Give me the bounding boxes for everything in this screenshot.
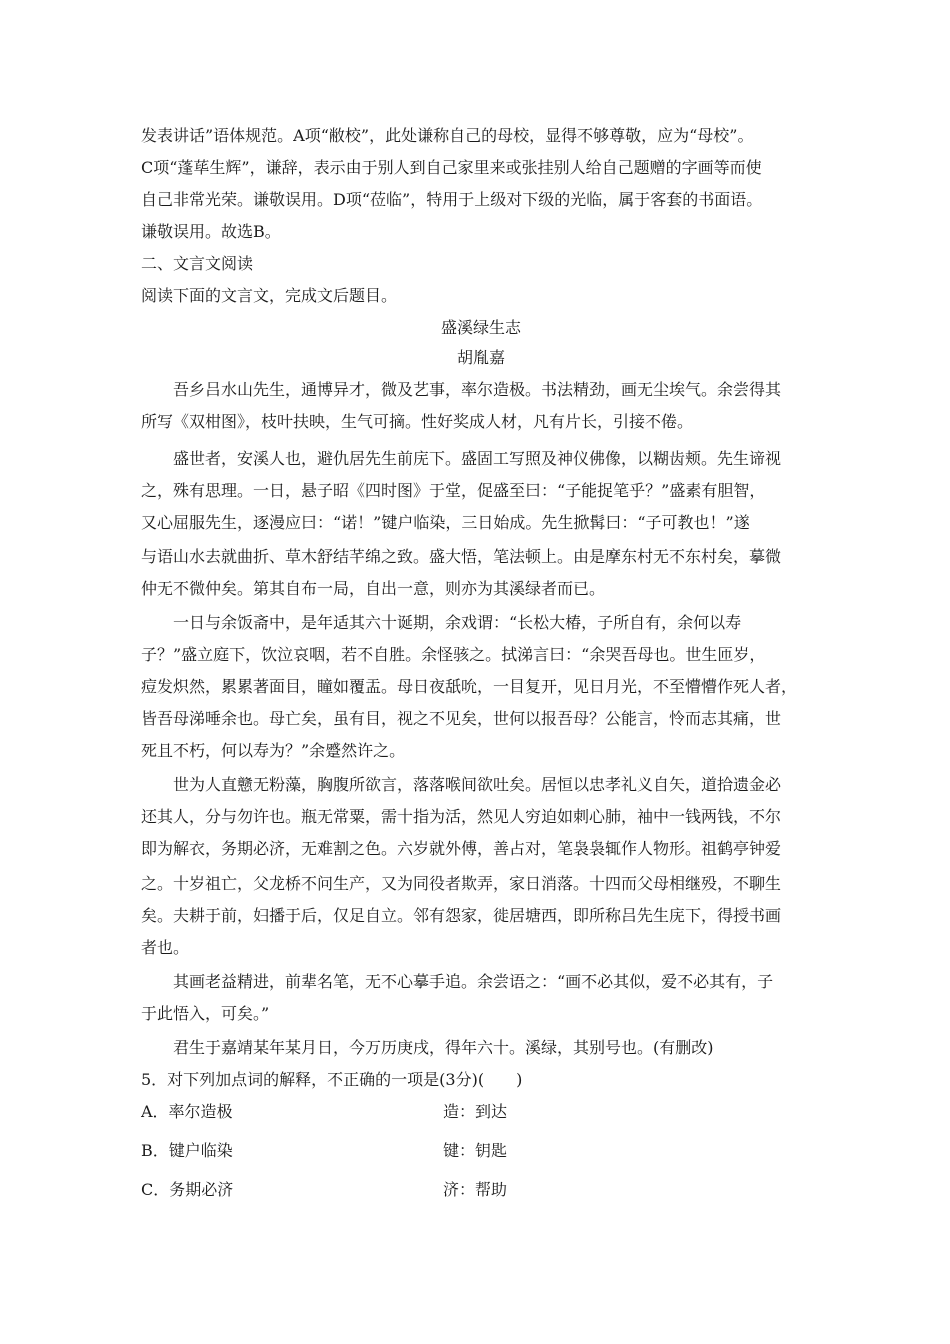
passage-line: 即为解衣，务期必济，无难割之色。六岁就外傅，善占对，笔袅袅辄作人物形。祖鹤亭钟爱: [141, 839, 782, 858]
passage-title: 盛溪绿生志: [440, 318, 521, 337]
passage-line: 与语山水去就曲折、草木舒结芊绵之致。盛大悟，笔法顿上。由是摩东村无不东村矣，摹微: [141, 547, 782, 566]
option-item: A．率尔造极: [141, 1102, 233, 1121]
passage-line: 之，殊有思理。一日，悬子昭《四时图》于堂，促盛至曰：“子能捉笔乎？”盛素有胆智，: [141, 481, 766, 500]
passage-line: 者也。: [141, 938, 190, 957]
passage-line: 于此悟入，可矣。”: [141, 1004, 270, 1023]
passage-line: 又心屈服先生，逐漫应曰：“诺！”键户临染，三日始成。先生掀髯曰：“子可教也！”遂: [141, 513, 750, 532]
passage-author: 胡胤嘉: [456, 348, 505, 367]
question-stem: 5．对下列加点词的解释，不正确的一项是(3分)( ): [141, 1070, 523, 1089]
passage-line: 之。十岁祖亡，父龙桥不问生产，又为同役者欺弄，家日消落。十四而父母相继殁，不聊生: [141, 874, 782, 893]
answer-explanation-line: 谦敬误用。故选B。: [141, 222, 281, 241]
option-explanation: 造：到达: [443, 1102, 508, 1121]
passage-line: 盛世者，安溪人也，避仇居先生前庑下。盛固工写照及神仪佛像，以糊齿颊。先生谛视: [173, 449, 782, 468]
passage-line: 吾乡吕水山先生，通博异才，微及艺事，率尔造极。书法精劲，画无尘埃气。余尝得其: [173, 380, 782, 399]
answer-explanation-line: 发表讲话”语体规范。A项“敝校”，此处谦称自己的母校，显得不够尊敬，应为“母校”。: [141, 126, 754, 145]
passage-line: 痘发炽然，累累著面目，瞳如覆盂。母日夜舐吮，一目复开，见日月光，不至懵懵作死人者，: [141, 677, 798, 696]
passage-line: 其画老益精进，前辈名笔，无不心摹手追。余尝语之：“画不必其似，爱不必其有，子: [173, 972, 774, 991]
passage-line: 皆吾母涕唾余也。母亡矣，虽有目，视之不见矣，世何以报吾母？公能言，怜而志其痛，世: [141, 709, 782, 728]
passage-line: 矣。夫耕于前，妇播于后，仅足自立。邻有怨家，徙居塘西，即所称吕先生庑下，得授书画: [141, 906, 782, 925]
answer-explanation-line: C项“蓬荜生辉”，谦辞，表示由于别人到自己家里来或张挂别人给自己题赠的字画等而使: [141, 158, 762, 177]
passage-line: 所写《双柑图》，枝叶扶映，生气可摘。性好奖成人材，凡有片长，引接不倦。: [141, 412, 694, 431]
passage-line: 仲无不微仲矣。第其自布一局，自出一意，则亦为其溪绿者而已。: [141, 579, 606, 598]
passage-line: 一日与余饭斋中，是年适其六十诞期，余戏谓：“长松大椿，子所自有，余何以寿: [173, 613, 742, 632]
passage-line: 还其人，分与勿许也。瓶无常粟，需十指为活，然见人穷迫如刺心肺，袖中一钱两钱，不尔: [141, 807, 782, 826]
instruction-text: 阅读下面的文言文，完成文后题目。: [141, 286, 398, 305]
option-explanation: 键：钥匙: [443, 1141, 508, 1160]
passage-line: 子？”盛立庭下，饮泣哀咽，若不自胜。余怪骇之。拭涕言曰：“余哭吾母也。世生匝岁，: [141, 645, 766, 664]
passage-line: 君生于嘉靖某年某月日，今万历庚戌，得年六十。溪绿，其别号也。(有删改): [173, 1038, 714, 1057]
option-explanation: 济：帮助: [443, 1180, 508, 1199]
passage-line: 世为人直戆无粉藻，胸腹所欲言，落落喉间欲吐矣。居恒以忠孝礼义自矢，道拾遗金必: [173, 775, 782, 794]
option-item: B．键户临染: [141, 1141, 233, 1160]
option-item: C．务期必济: [141, 1180, 234, 1199]
answer-explanation-line: 自己非常光荣。谦敬误用。D项“莅临”，特用于上级对下级的光临，属于客套的书面语。: [141, 190, 763, 209]
section-heading: 二、文言文阅读: [141, 254, 254, 273]
passage-line: 死且不朽，何以寿为？”余蹙然许之。: [141, 741, 406, 760]
